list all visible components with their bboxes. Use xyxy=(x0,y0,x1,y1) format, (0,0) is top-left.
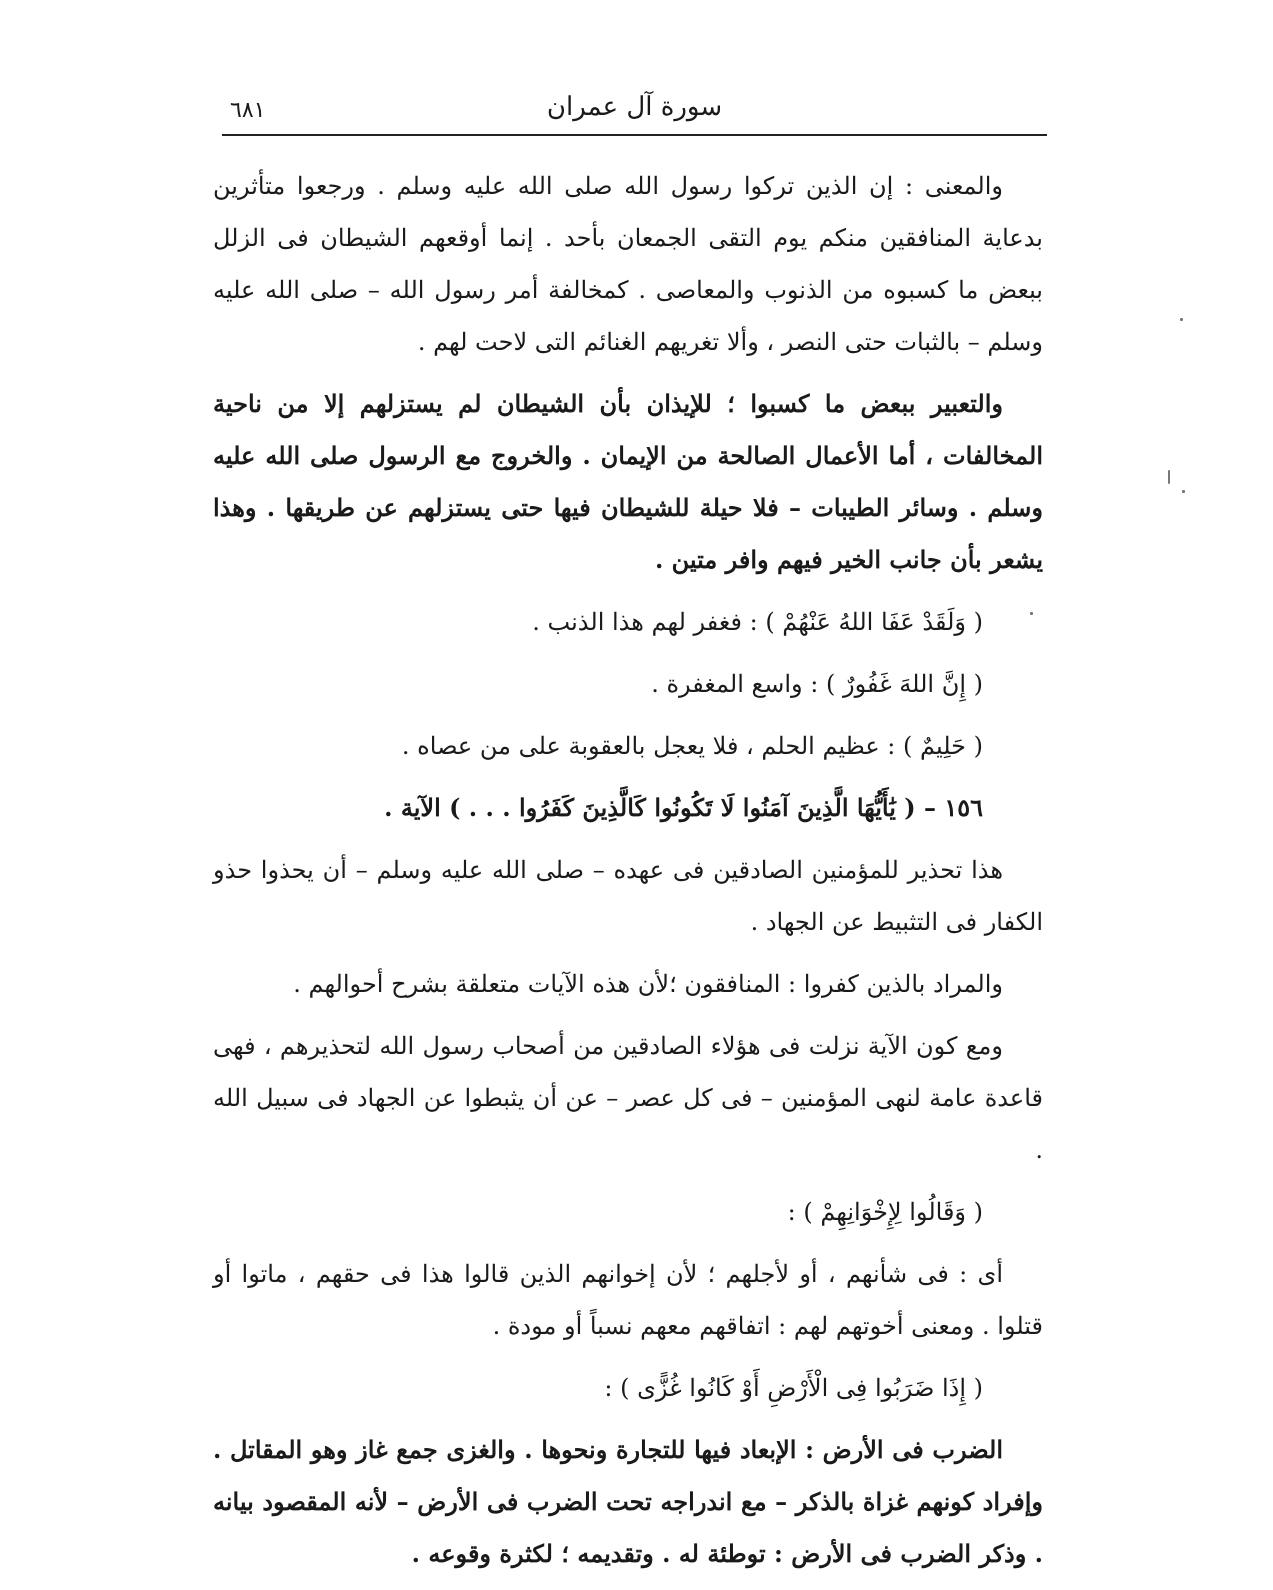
page-header xyxy=(222,92,1047,136)
header-rule xyxy=(222,134,1047,136)
paragraph-expression: والتعبير ببعض ما كسبوا ؛ للإيذان بأن الشيطان لم يستزلهم إلا من ناحية المخالفات ، أما الأعمال الصالحة من الإيمان . والخروج مع الرسول صلى الله عليه وسلم . وسائر الطيبات – فلا حيلة للشيطان فيها حتى يستزلهم عن طريقها . وهذا يشعر بأن جانب الخير فيهم وافر متين . xyxy=(213,389,1043,574)
page-body xyxy=(213,160,1043,1590)
verse-their-brothers: ( وَقَالُوا لِإِخْوَانِهِمْ ) : xyxy=(787,1198,983,1226)
scan-speck xyxy=(1168,470,1170,484)
scan-speck xyxy=(1030,612,1033,615)
scan-speck xyxy=(1182,490,1185,493)
paragraph-disbelievers: والمراد بالذين كفروا : المنافقون ؛لأن هذه الآيات متعلقة بشرح أحوالهم . xyxy=(293,970,1003,998)
paragraph-general-rule: ومع كون الآية نزلت فى هؤلاء الصادقين من أصحاب رسول الله لتحذيرهم ، فهى قاعدة عامة لنهى المؤمنين – فى كل عصر – عن أن يثبطوا عن الجهاد فى سبيل الله . xyxy=(213,1032,1043,1164)
verse-forgiveness: ( وَلَقَدْ عَفَا اللهُ عَنْهُمْ ) : فغفر لهم هذا الذنب . xyxy=(532,608,983,636)
scan-speck xyxy=(1180,318,1183,321)
verse-forbearing: ( حَلِيمٌ ) : عظيم الحلم ، فلا يعجل بالعقوبة على من عصاه . xyxy=(401,732,983,760)
surah-title: سورة آل عمران xyxy=(546,92,723,122)
paragraph-travel-explanation: الضرب فى الأرض : الإبعاد فيها للتجارة ونحوها . والغزى جمع غاز وهو المقاتل . وإفراد كونهم غزاة بالذكر – مع اندراجه تحت الضرب فى الأرض – لأنه المقصود بيانه . وذكر الضرب فى الأرض : توطئة له . وتقديمه ؛ لكثرة وقوعه . xyxy=(213,1435,1043,1568)
paragraph-their-affair: أى : فى شأنهم ، أو لأجلهم ؛ لأن إخوانهم الذين قالوا هذا فى حقهم ، ماتوا أو قتلوا . ومعنى أخوتهم لهم : اتفاقهم معهم نسباً أو مودة . xyxy=(213,1260,1043,1340)
verse-travel-fight: ( إِذَا ضَرَبُوا فِى الْأَرْضِ أَوْ كَانُوا غُزًّى ) : xyxy=(604,1374,983,1402)
paragraph-meaning: والمعنى : إن الذين تركوا رسول الله صلى الله عليه وسلم . ورجعوا متأثرين بدعاية المنافقين منكم يوم التقى الجمعان بأحد . إنما أوقعهم الشيطان فى الزلل ببعض ما كسبوه من الذنوب والمعاصى . كمخالفة أمر رسول الله – صلى الله عليه وسلم – بالثبات حتى النصر ، وألا تغريهم الغنائم التى لاحت لهم . xyxy=(213,172,1043,356)
paragraph-warning: هذا تحذير للمؤمنين الصادقين فى عهده – صلى الله عليه وسلم – أن يحذوا حذو الكفار فى التثبيط عن الجهاد . xyxy=(213,856,1043,936)
verse-156-heading: ١٥٦ – ( يَٰأَيُّهَا الَّذِينَ آمَنُوا لَا تَكُونُوا كَالَّذِينَ كَفَرُوا . . . ) الآية . xyxy=(384,793,983,822)
page-number: ٦٨١ xyxy=(230,98,266,123)
verse-forgiving: ( إِنَّ اللهَ غَفُورٌ ) : واسع المغفرة . xyxy=(651,670,983,698)
